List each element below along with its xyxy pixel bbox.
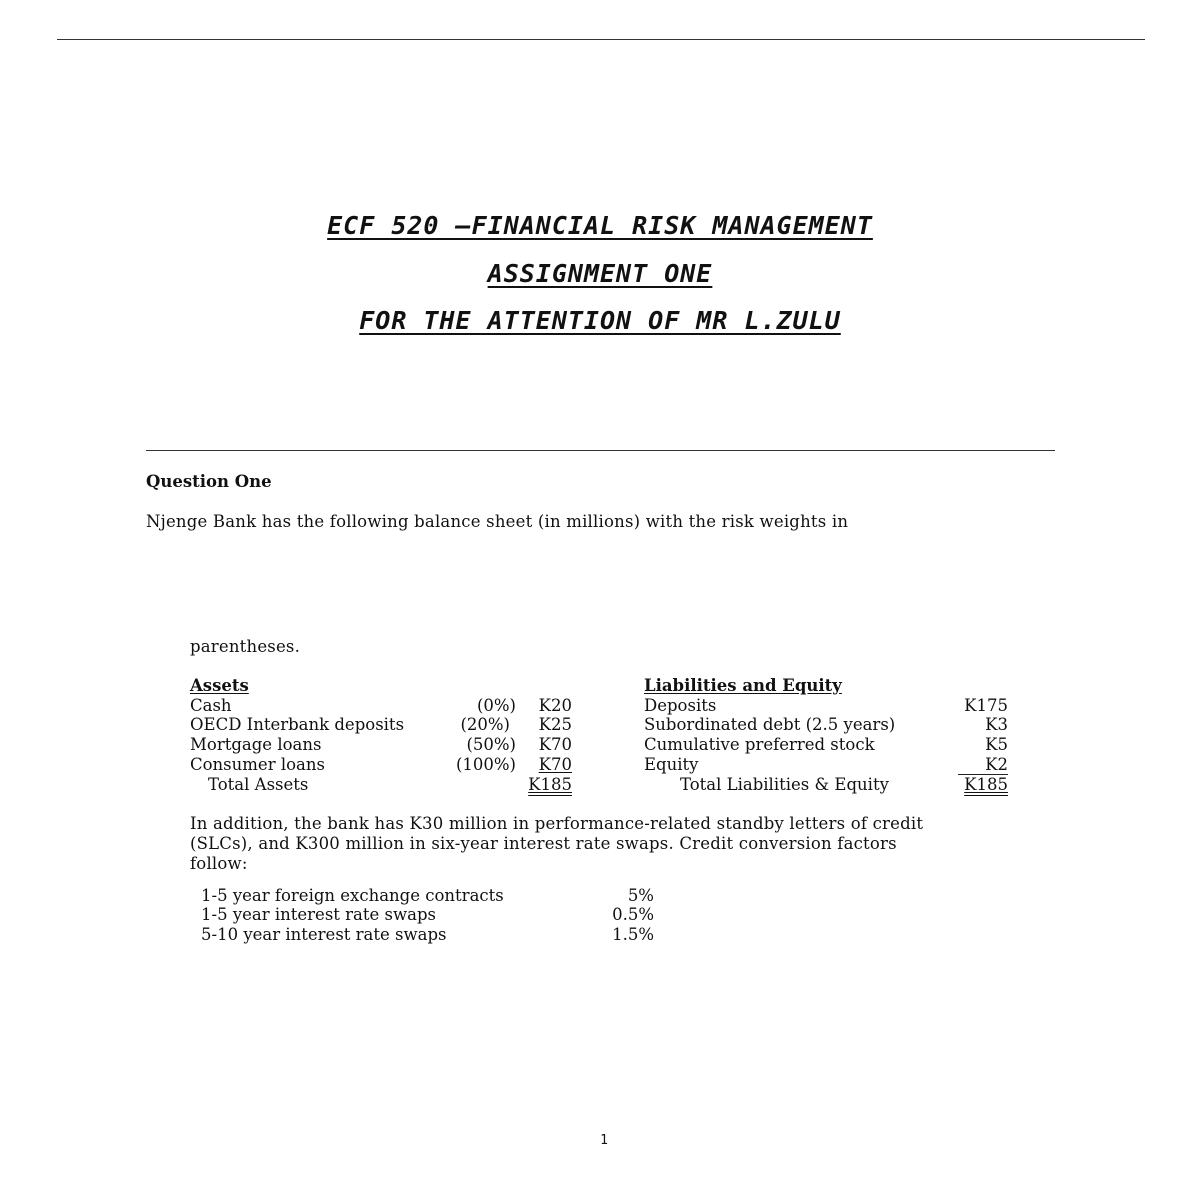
asset-label-cash: Cash: [190, 696, 232, 715]
asset-label-consumer: Consumer loans: [190, 755, 325, 774]
ccf-value-irs-long: 1.5%: [612, 925, 654, 944]
title-attention: FOR THE ATTENTION OF MR L.ZULU: [359, 306, 841, 335]
page-number: 1: [600, 1133, 608, 1148]
assets-total-label: Total Assets: [208, 775, 309, 794]
liabilities-total-label: Total Liabilities & Equity: [680, 775, 889, 794]
liability-value-equity: K2: [985, 755, 1008, 774]
header-rule: [57, 39, 1145, 40]
liability-value-deposits: K175: [964, 696, 1008, 715]
asset-weight-cash: (0%): [476, 696, 516, 715]
asset-label-mortgage: Mortgage loans: [190, 735, 322, 754]
liability-value-preferred: K5: [985, 735, 1008, 754]
ccf-label-fx: 1-5 year foreign exchange contracts: [201, 886, 504, 905]
asset-weight-consumer: (100%): [455, 755, 516, 774]
asset-label-oecd: OECD Interbank deposits: [190, 715, 405, 734]
asset-value-consumer: K70: [538, 755, 572, 774]
liabilities-total-value: K185: [964, 775, 1008, 794]
intro-line-1: Njenge Bank has the following balance sheet (in millions) with the risk weights in: [146, 512, 849, 531]
addition-line-2: (SLCs), and K300 million in six-year interest rate swaps. Credit conversion factors: [190, 834, 897, 853]
asset-value-mortgage: K70: [538, 735, 572, 754]
title-course: ECF 520 –FINANCIAL RISK MANAGEMENT: [327, 211, 873, 240]
section-rule: [146, 450, 1055, 451]
addition-line-1: In addition, the bank has K30 million in performance-related standby letters of credit: [190, 814, 924, 833]
assets-heading: Assets: [190, 676, 249, 695]
liability-label-equity: Equity: [644, 755, 699, 774]
asset-weight-mortgage: (50%): [466, 735, 516, 754]
asset-value-oecd: K25: [538, 715, 572, 734]
liability-label-subdebt: Subordinated debt (2.5 years): [644, 715, 896, 734]
addition-line-3: follow:: [190, 854, 248, 873]
liabilities-heading: Liabilities and Equity: [644, 676, 842, 695]
question-heading: Question One: [146, 472, 272, 491]
ccf-label-irs-short: 1-5 year interest rate swaps: [201, 905, 436, 924]
ccf-label-irs-long: 5-10 year interest rate swaps: [201, 925, 447, 944]
liability-label-preferred: Cumulative preferred stock: [644, 735, 875, 754]
liability-value-subdebt: K3: [985, 715, 1008, 734]
asset-value-cash: K20: [538, 696, 572, 715]
intro-line-2: parentheses.: [190, 637, 301, 656]
ccf-value-irs-short: 0.5%: [612, 905, 654, 924]
title-assignment: ASSIGNMENT ONE: [487, 259, 713, 288]
asset-weight-oecd: (20%): [460, 715, 510, 734]
assets-total-value: K185: [528, 775, 572, 794]
liability-label-deposits: Deposits: [644, 696, 717, 715]
ccf-value-fx: 5%: [627, 886, 654, 905]
